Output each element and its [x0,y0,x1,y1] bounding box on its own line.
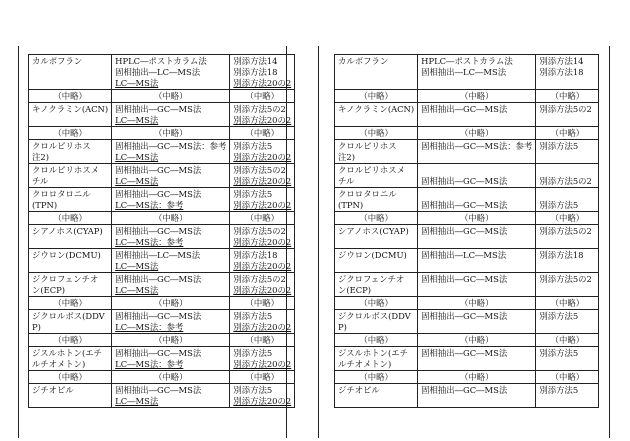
cell-text-line: 固相抽出―GC―MS法 [421,226,508,236]
omitted-cell: （中略） [418,334,536,347]
test-method-cell [112,273,230,297]
cell-text-line: 別添方法5 [539,311,579,321]
cell-text-line: ジチオピル [338,385,380,395]
cell-text-line: LC―MS法 [115,78,159,88]
test-method-cell [418,347,536,371]
cell-text-line: 固相抽出―GC―MS法 [421,385,508,395]
cell-text-line: 別添方法5 [539,141,579,151]
cell-text-line: 固相抽出―GC―MS法 [421,104,508,114]
reference-method-cell [536,188,599,212]
omitted-row [335,371,599,384]
cell-text-line: ジウロン(DCMU) [338,250,407,260]
cell-text-line: ジクロフェンチオ [338,274,405,284]
cell-text-line: 別添方法20の2 [233,322,292,332]
cell-text-line: チル [32,176,49,186]
omitted-cell: （中略） [418,127,536,140]
cell-text-line: 固相抽出―GC―MS法 [115,189,202,199]
cell-text-line: 固相抽出―GC―MS法 [421,311,508,321]
omitted-row [29,297,295,310]
reference-method-cell [230,225,295,249]
cell-text-line: LC―MS法 [115,176,159,186]
cell-text-line: ルチオメトン) [338,359,392,369]
omitted-cell: （中略） [29,127,112,140]
reference-method-cell [536,249,599,273]
reference-method-cell [536,164,599,188]
cell-text-line: 別添方法18 [233,250,278,260]
omitted-cell: （中略） [418,212,536,225]
cell-text-line: 固相抽出―GC―MS法：参考 [115,141,227,151]
test-method-cell [418,225,536,249]
cell-text-line: LC―MS法 [115,285,159,295]
reference-method-cell [536,347,599,371]
omitted-cell: （中略） [112,297,230,310]
original-table-row [335,103,599,127]
cell-text-line: クロロタロニル [32,189,91,199]
cell-text-line: 別添方法5の2 [539,104,592,114]
original-table-row [335,273,599,297]
cell-text-line: LC―MS法 [115,152,159,162]
center-margin-line-right [318,46,319,438]
omitted-cell: （中略） [418,371,536,384]
reference-method-cell [536,310,599,334]
cell-text-line: HPLC―ポストカラム法 [421,56,513,66]
revised-table-row [29,310,295,334]
omitted-cell: （中略） [29,371,112,384]
omitted-row [29,212,295,225]
pesticide-name-cell [29,164,112,188]
cell-text-line: キノクラミン(ACN) [32,104,109,114]
cell-text-line: ジクロルボス(DDV [32,311,105,321]
revised-table-row [29,347,295,371]
cell-text-line: LC―MS法：参考 [115,359,184,369]
omitted-cell: （中略） [418,297,536,310]
cell-text-line: カルボフラン [32,56,83,66]
test-method-cell [112,188,230,212]
omitted-cell: （中略） [230,90,295,103]
original-table-row [335,310,599,334]
cell-text-line: 別添方法5 [233,311,273,321]
test-method-cell [418,310,536,334]
reference-method-cell [230,310,295,334]
omitted-cell: （中略） [536,212,599,225]
original-table-row [335,384,599,408]
cell-text-line: 別添方法20の2 [233,176,292,186]
reference-method-cell [230,140,295,164]
omitted-cell: （中略） [536,90,599,103]
omitted-row [29,371,295,384]
cell-text-line: 別添方法14 [539,56,584,66]
omitted-cell: （中略） [536,127,599,140]
cell-text-line: 別添方法5の2 [233,104,286,114]
cell-text-line: 別添方法5の2 [233,274,286,284]
omitted-row [335,212,599,225]
cell-text-line: (TPN) [32,200,58,210]
pesticide-name-cell [335,188,418,212]
omitted-cell: （中略） [335,371,418,384]
cell-text-line: 別添方法5の2 [539,226,592,236]
cell-text-line: ン(ECP) [338,285,372,295]
cell-text-line: 別添方法5の2 [539,274,592,284]
revised-table-row [29,55,295,90]
pesticide-name-cell [335,384,418,408]
original-table-row [335,249,599,273]
cell-text-line: ジウロン(DCMU) [32,250,101,260]
pesticide-name-cell [335,249,418,273]
original-table-row [335,55,599,90]
revised-table-row [29,384,295,408]
revised-methods-table [28,54,295,408]
cell-text-line: 固相抽出―GC―MS法 [115,104,202,114]
cell-text-line: 固相抽出―LC―MS法 [115,250,201,260]
pesticide-name-cell [29,249,112,273]
test-method-cell [418,249,536,273]
reference-method-cell [230,188,295,212]
cell-text-line: クロロタロニル [338,189,397,199]
revised-table-row [29,249,295,273]
pesticide-name-cell [335,225,418,249]
omitted-row [335,334,599,347]
pesticide-name-cell [29,347,112,371]
cell-text-line: LC―MS法：参考 [115,322,184,332]
cell-text-line: 別添方法20の2 [233,115,292,125]
original-table-row [335,347,599,371]
cell-text-line: ルチオメトン) [32,359,86,369]
cell-text-line: LC―MS法 [115,396,159,406]
original-table-row [335,164,599,188]
cell-text-line: シアノホス(CYAP) [32,226,103,236]
cell-text-line: 固相抽出―GC―MS法 [115,226,202,236]
reference-method-cell [536,225,599,249]
cell-text-line: 別添方法18 [233,67,278,77]
omitted-cell: （中略） [418,90,536,103]
cell-text-line: クロルピリホス [338,141,397,151]
cell-text-line: 別添方法5の2 [539,176,592,186]
cell-text-line: クロルピリホスメ [338,165,405,175]
right-margin-line [609,46,610,438]
test-method-cell [418,55,536,90]
omitted-cell: （中略） [335,90,418,103]
cell-text-line: ジスルホトン(エチ [338,348,409,358]
cell-text-line: 固相抽出―GC―MS法 [115,348,202,358]
cell-text-line: ジスルホトン(エチ [32,348,103,358]
cell-text-line: 別添方法5 [539,348,579,358]
test-method-cell [418,384,536,408]
pesticide-name-cell [29,188,112,212]
test-method-cell [112,249,230,273]
omitted-cell: （中略） [536,371,599,384]
cell-text-line: ジクロルボス(DDV [338,311,411,321]
pesticide-name-cell [335,164,418,188]
omitted-cell: （中略） [29,334,112,347]
cell-text-line: 固相抽出―GC―MS法 [421,200,508,210]
pesticide-name-cell [29,384,112,408]
reference-method-cell [536,103,599,127]
cell-text-line: 別添方法5 [233,189,273,199]
omitted-cell: （中略） [112,212,230,225]
omitted-row [335,297,599,310]
cell-text-line: 別添方法5 [233,385,273,395]
revised-table-row [29,103,295,127]
revised-table-row [29,273,295,297]
cell-text-line: 別添方法5の2 [233,226,286,236]
cell-text-line: LC―MS法：参考 [115,200,184,210]
test-method-cell [112,164,230,188]
reference-method-cell [230,103,295,127]
cell-text-line: 別添方法20の2 [233,78,292,88]
cell-text-line: キノクラミン(ACN) [338,104,415,114]
cell-text-line: 固相抽出―LC―MS法 [115,67,201,77]
pesticide-name-cell [29,225,112,249]
cell-text-line: 別添方法20の2 [233,261,292,271]
original-table-row [335,140,599,164]
reference-method-cell [230,273,295,297]
test-method-cell [112,225,230,249]
pesticide-name-cell [335,273,418,297]
test-method-cell [112,347,230,371]
test-method-cell [112,55,230,90]
cell-text-line: 別添方法5 [233,348,273,358]
omitted-cell: （中略） [230,297,295,310]
omitted-cell: （中略） [230,371,295,384]
omitted-cell: （中略） [335,127,418,140]
pesticide-name-cell [29,55,112,90]
cell-text-line: 別添方法20の2 [233,285,292,295]
omitted-cell: （中略） [112,90,230,103]
cell-text-line: 別添方法20の2 [233,152,292,162]
omitted-cell: （中略） [230,212,295,225]
cell-text-line: 別添方法5 [539,385,579,395]
test-method-cell [112,140,230,164]
cell-text-line: 固相抽出―GC―MS法 [115,165,202,175]
cell-text-line: 別添方法5 [539,200,579,210]
reference-method-cell [536,55,599,90]
cell-text-line: 別添方法14 [233,56,278,66]
cell-text-line: 固相抽出―LC―MS法 [421,67,507,77]
cell-text-line: 固相抽出―GC―MS法 [421,348,508,358]
omitted-row [335,127,599,140]
cell-text-line: P) [32,322,41,332]
omitted-cell: （中略） [335,334,418,347]
original-table-row [335,188,599,212]
omitted-row [29,90,295,103]
revised-table-row [29,164,295,188]
omitted-row [335,90,599,103]
cell-text-line: 別添方法20の2 [233,237,292,247]
test-method-cell [418,273,536,297]
cell-text-line: LC―MS法 [115,115,159,125]
cell-text-line: 別添方法5 [233,141,273,151]
cell-text-line: カルボフラン [338,56,389,66]
cell-text-line: LC―MS法：参考 [115,237,184,247]
test-method-cell [418,188,536,212]
omitted-cell: （中略） [536,334,599,347]
cell-text-line: 固相抽出―GC―MS法 [115,311,202,321]
cell-text-line: チル [338,176,355,186]
omitted-row [29,334,295,347]
pesticide-name-cell [29,310,112,334]
omitted-cell: （中略） [335,212,418,225]
pesticide-name-cell [29,140,112,164]
test-method-cell [418,103,536,127]
pesticide-name-cell [29,273,112,297]
omitted-cell: （中略） [112,127,230,140]
pesticide-name-cell [335,140,418,164]
omitted-cell: （中略） [112,334,230,347]
test-method-cell [112,310,230,334]
cell-text-line: 別添方法5の2 [233,165,286,175]
cell-text-line: 別添方法20の2 [233,200,292,210]
cell-text-line: 固相抽出―GC―MS法 [421,274,508,284]
omitted-cell: （中略） [29,212,112,225]
cell-text-line: (TPN) [338,200,364,210]
cell-text-line: 固相抽出―GC―MS法 [115,274,202,284]
omitted-cell: （中略） [230,127,295,140]
reference-method-cell [536,384,599,408]
cell-text-line: 固相抽出―GC―MS法：参考 [421,141,533,151]
omitted-row [29,127,295,140]
reference-method-cell [536,273,599,297]
test-method-cell [418,140,536,164]
cell-text-line: ジクロフェンチオ [32,274,99,284]
test-method-cell [112,103,230,127]
cell-text-line: P) [338,322,347,332]
cell-text-line: 固相抽出―LC―MS法 [421,250,507,260]
pesticide-name-cell [335,347,418,371]
cell-text-line: 固相抽出―GC―MS法 [421,176,508,186]
cell-text-line: 固相抽出―GC―MS法 [115,385,202,395]
cell-text-line: LC―MS法 [115,261,159,271]
reference-method-cell [536,140,599,164]
cell-text-line: クロルピリホスメ [32,165,99,175]
omitted-cell: （中略） [335,297,418,310]
pesticide-name-cell [335,55,418,90]
reference-method-cell [230,249,295,273]
omitted-cell: （中略） [29,90,112,103]
reference-method-cell [230,384,295,408]
cell-text-line: シアノホス(CYAP) [338,226,409,236]
cell-text-line: 別添方法20の2 [233,396,292,406]
pesticide-name-cell [335,310,418,334]
cell-text-line: 注2) [338,152,355,162]
pesticide-name-cell [335,103,418,127]
left-margin-line [18,46,19,438]
omitted-cell: （中略） [230,334,295,347]
omitted-cell: （中略） [112,371,230,384]
original-table-row [335,225,599,249]
cell-text-line: 注2) [32,152,49,162]
cell-text-line: 別添方法18 [539,250,584,260]
revised-table-row [29,188,295,212]
cell-text-line: HPLC―ポストカラム法 [115,56,207,66]
revised-table-row [29,225,295,249]
omitted-cell: （中略） [29,297,112,310]
reference-method-cell [230,55,295,90]
cell-text-line: ジチオピル [32,385,74,395]
original-methods-table [334,54,599,408]
cell-text-line: 別添方法18 [539,67,584,77]
revised-table-row [29,140,295,164]
reference-method-cell [230,164,295,188]
reference-method-cell [230,347,295,371]
omitted-cell: （中略） [536,297,599,310]
cell-text-line: クロルピリホス [32,141,91,151]
cell-text-line: ン(ECP) [32,285,66,295]
pesticide-name-cell [29,103,112,127]
test-method-cell [418,164,536,188]
cell-text-line: 別添方法20の2 [233,359,292,369]
test-method-cell [112,384,230,408]
